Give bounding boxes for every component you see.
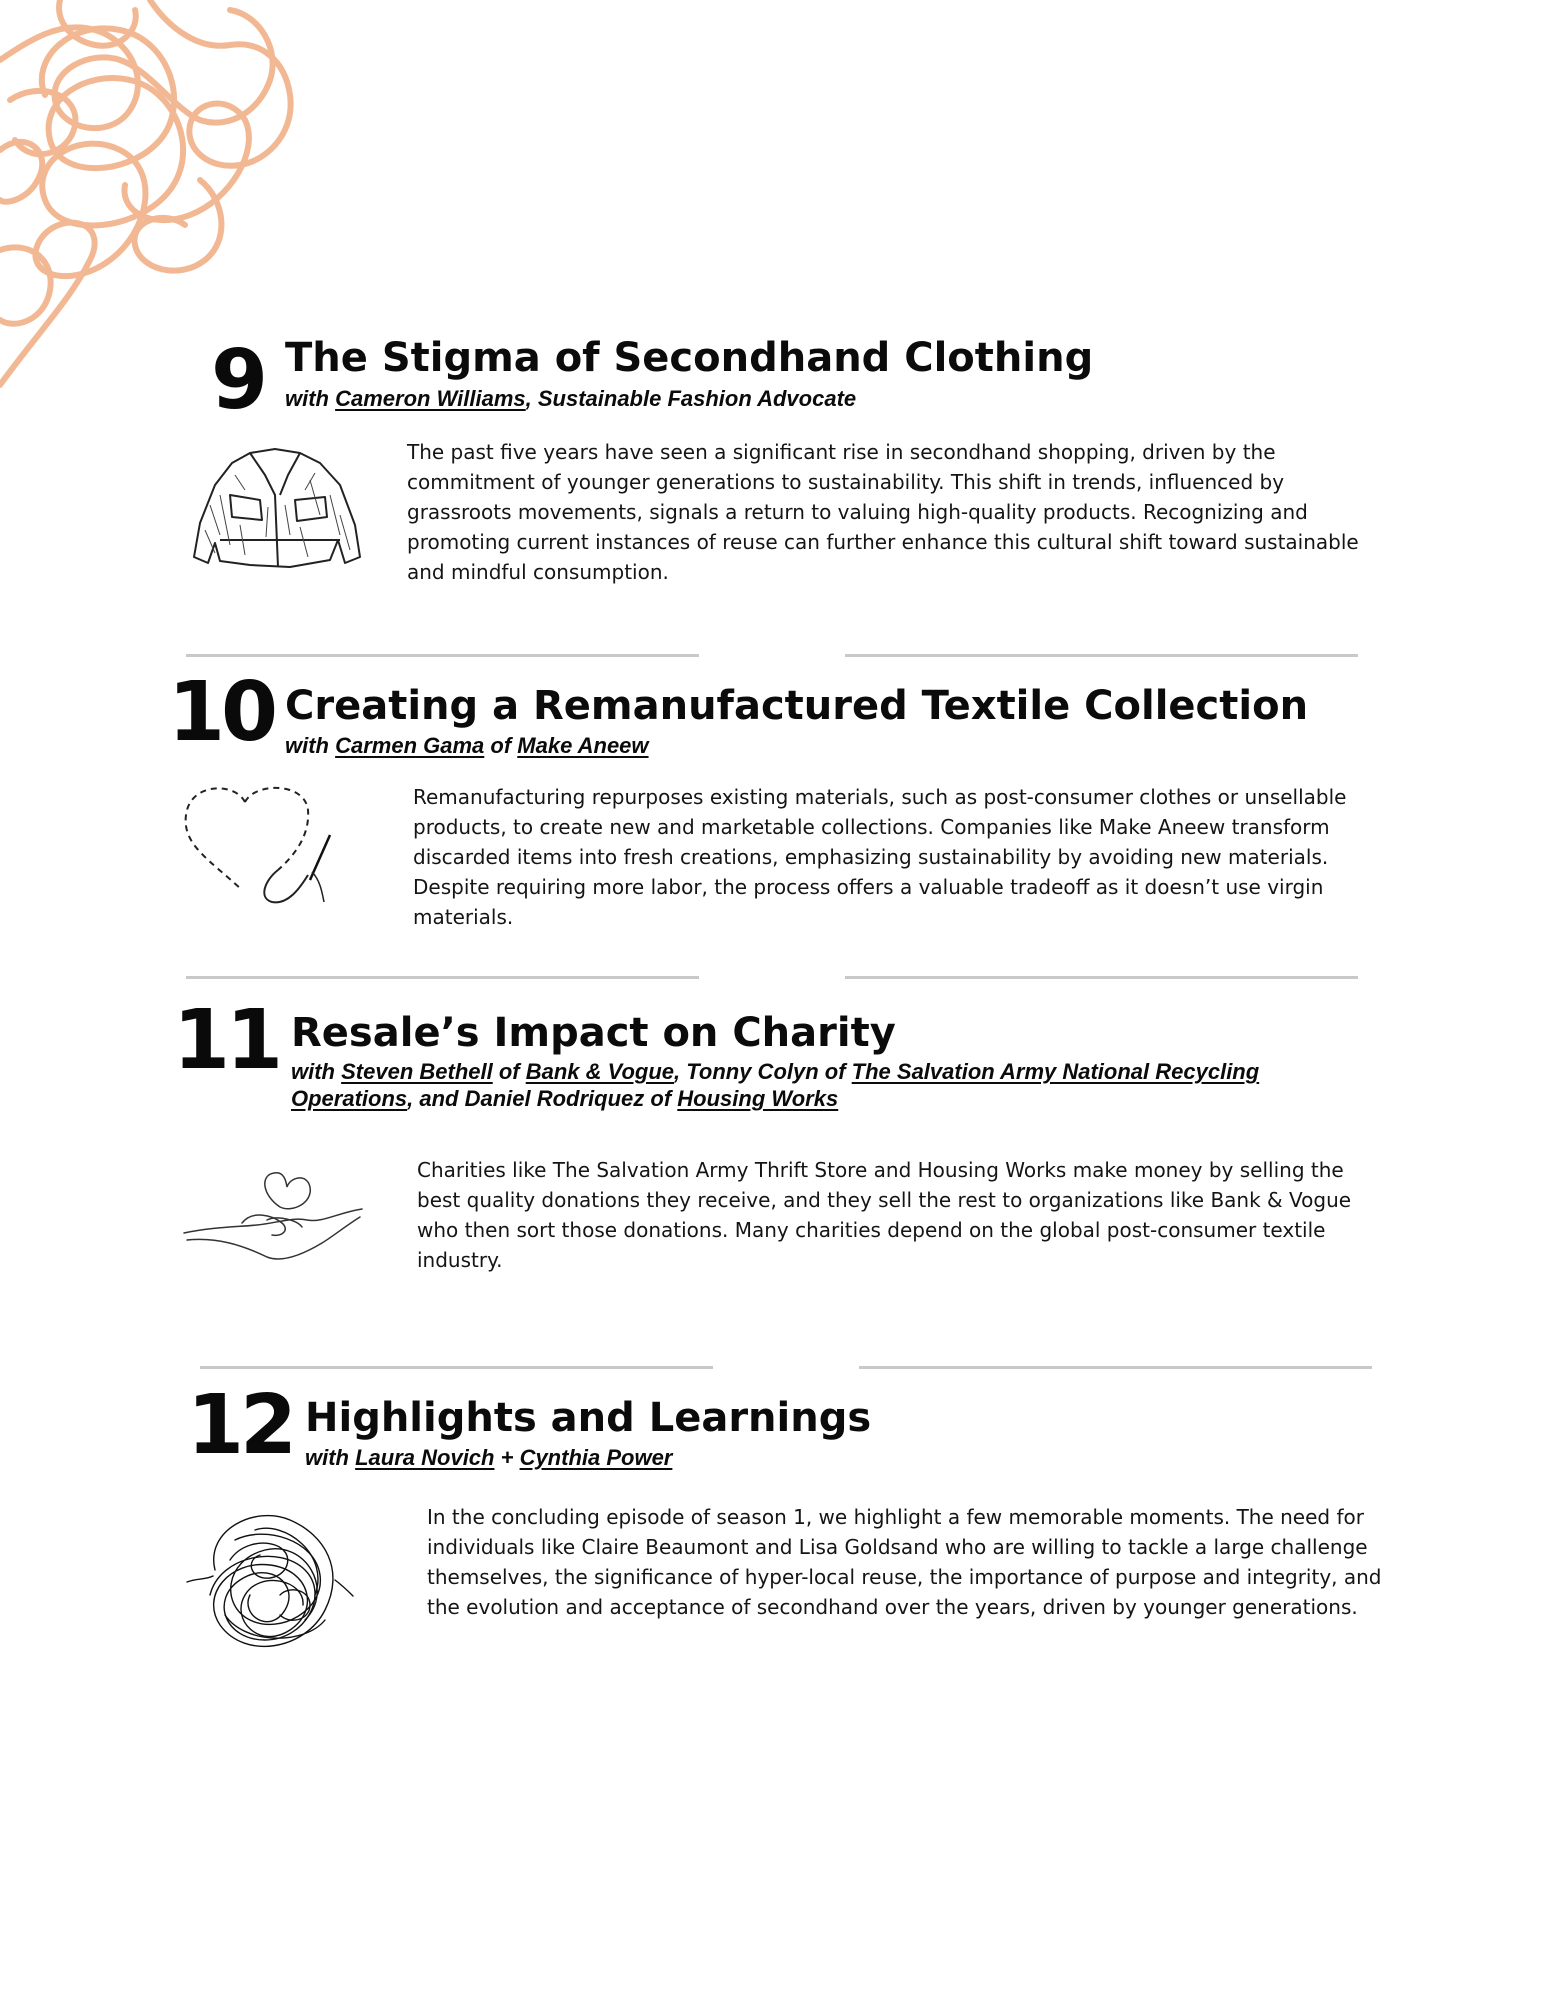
episode-guests [305, 1444, 1305, 1471]
guest-text: of [484, 733, 518, 758]
guest-text: with [291, 1059, 342, 1084]
section-divider-left [186, 654, 699, 657]
guest-link[interactable]: Make Aneew [517, 733, 649, 758]
hand-heart-icon [182, 1165, 367, 1265]
guest-link[interactable]: Steven Bethell [341, 1059, 493, 1084]
guest-text: , Tonny Colyn of [674, 1059, 852, 1084]
episode-guests [291, 1058, 1291, 1112]
guest-link[interactable]: Bank & Vogue [525, 1059, 675, 1084]
guest-link[interactable]: Housing Works [677, 1086, 839, 1111]
episode-title: The Stigma of Secondhand Clothing [285, 335, 1094, 381]
guest-text: , and Daniel Rodriquez of [407, 1086, 678, 1111]
episode-description: In the concluding episode of season 1, we highlight a few memorable moments. The need for individuals like Claire Beaumont and Lisa Goldsand who are willing to tackle a large challenge themselves, the significance of hyper-local reuse, the importance of purpose and integrity, and the evolution and acceptance of secondhand over the years, driven by younger generations. [427, 1505, 1382, 1619]
episode-title: Highlights and Learnings [305, 1395, 872, 1441]
episode-guests [285, 385, 1385, 412]
guest-link[interactable]: Cynthia Power [519, 1445, 673, 1470]
denim-jacket-icon [190, 445, 365, 575]
guest-link[interactable]: Cameron Williams [335, 386, 526, 411]
guest-text: + [494, 1445, 520, 1470]
guest-link[interactable]: Laura Novich [355, 1445, 495, 1470]
guest-text: with [285, 733, 336, 758]
episode-guests [285, 732, 1385, 759]
guest-text: with [285, 386, 336, 411]
episode-title: Resale’s Impact on Charity [291, 1010, 896, 1056]
episode-description: Charities like The Salvation Army Thrift Store and Housing Works make money by selling the best quality donations they receive, and they sell the rest to organizations like Bank & Vogue who then sort those donations. Many charities depend on the global post-consumer textile industry. [417, 1158, 1352, 1272]
section-divider-right [845, 654, 1358, 657]
episode-number: 10 [168, 665, 275, 760]
section-divider-left [200, 1366, 713, 1369]
stitched-heart-icon [180, 780, 340, 910]
episode-number: 9 [211, 333, 265, 428]
guest-link[interactable]: Carmen Gama [335, 733, 485, 758]
episode-description: Remanufacturing repurposes existing materials, such as post-consumer clothes or unsellable products, to create new and marketable collections. Companies like Make Aneew transform discarded items into fresh creations, emphasizing sustainability by avoiding new materials. Despite requiring more labor, the process offers a valuable tradeoff as it doesn’t use virgin materials. [413, 785, 1347, 929]
episode-description: The past five years have seen a significant rise in secondhand shopping, driven by the commitment of younger generations to sustainability. This shift in trends, influenced by grassroots movements, signals a return to valuing high-quality products. Recognizing and promoting current instances of reuse can further enhance this cultural shift toward sustainable and mindful consumption. [407, 440, 1359, 584]
guest-link[interactable]: The Salvation Army National Recycling Operations [291, 1059, 1260, 1111]
section-divider-right [859, 1366, 1372, 1369]
guest-text: of [492, 1059, 526, 1084]
scribble-ball-icon [185, 1500, 355, 1660]
episode-number: 12 [187, 1378, 294, 1473]
orange-scribble-decoration [0, 0, 310, 390]
episode-title: Creating a Remanufactured Textile Collection [285, 683, 1309, 729]
guest-text: with [305, 1445, 356, 1470]
section-divider-left [186, 976, 699, 979]
section-divider-right [845, 976, 1358, 979]
guest-text: , Sustainable Fashion Advocate [525, 386, 857, 411]
episode-number: 11 [173, 993, 280, 1088]
